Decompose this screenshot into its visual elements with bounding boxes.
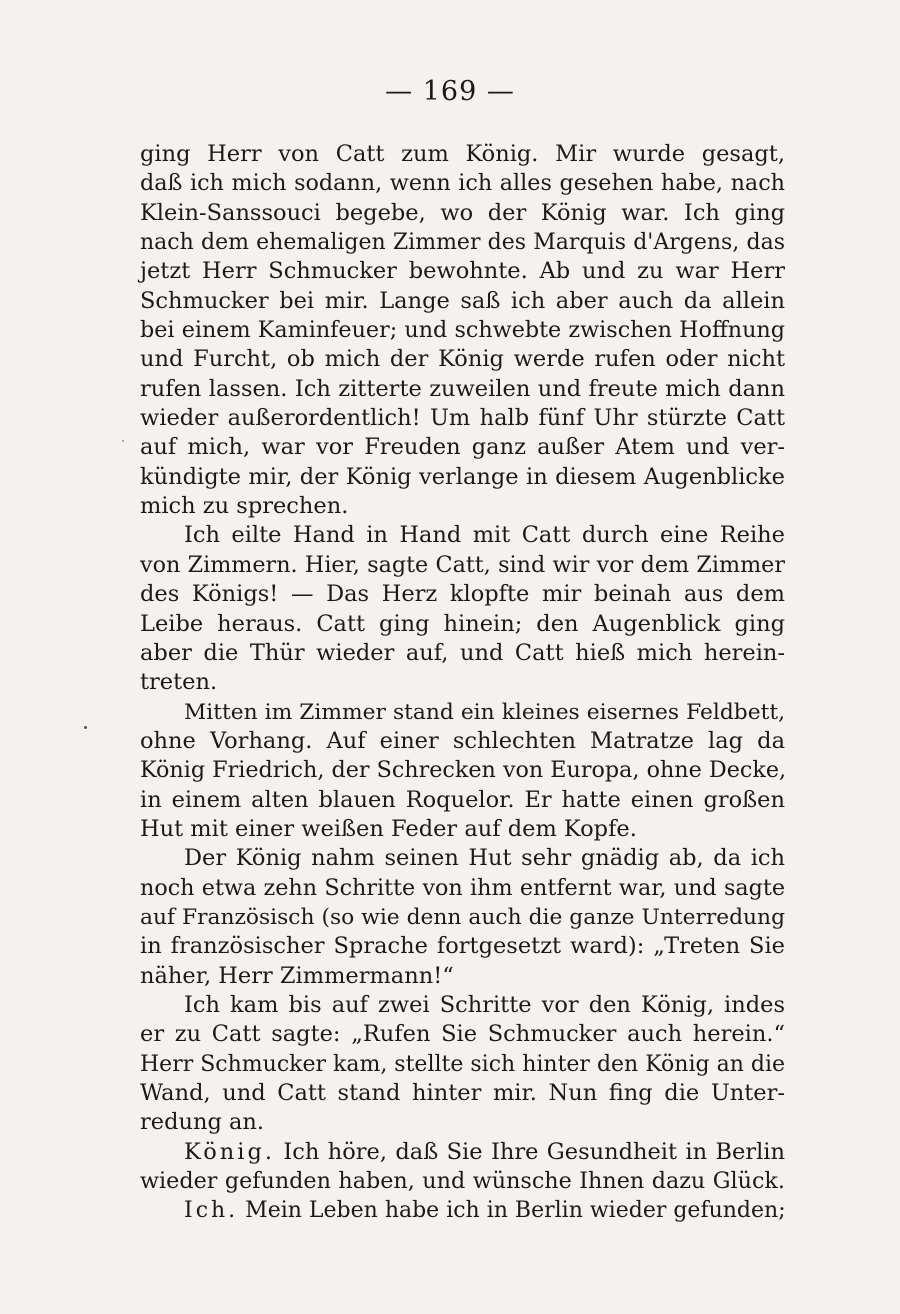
text-line: des Königs! — Das Herz klopfte mir beinah aus dem xyxy=(140,581,785,608)
text-line: aber die Thür wieder auf, und Catt hieß mich herein- xyxy=(140,639,785,666)
text-line: rufen lassen. Ich zitterte zuweilen und freute mich dann xyxy=(140,375,785,402)
text-line: Ich eilte Hand in Hand mit Catt durch eine Reihe xyxy=(184,522,785,549)
dialogue-line xyxy=(140,1138,785,1167)
body-text xyxy=(140,140,785,1226)
speaker-label: Ich. xyxy=(184,1198,239,1224)
text-line: von Zimmern. Hier, sagte Catt, sind wir vor dem Zimmer xyxy=(140,551,785,578)
text-line: bei einem Kaminfeuer; und schwebte zwischen Hoffnung xyxy=(140,317,785,344)
text-line: in französischer Sprache fortgesetzt ward): „Treten Sie xyxy=(140,933,785,960)
text-line: kündigte mir, der König verlange in diesem Augenblicke xyxy=(140,463,785,490)
text-line: ohne Vorhang. Auf einer schlechten Matratze lag da xyxy=(140,727,785,754)
text-line: jetzt Herr Schmucker bewohnte. Ab und zu war Herr xyxy=(140,258,785,285)
dialogue-text: Ich höre, daß Sie Ihre Gesundheit in Berlin xyxy=(275,1138,785,1165)
text-line: daß ich mich sodann, wenn ich alles gesehen habe, nach xyxy=(140,170,785,197)
text-line: auf Französisch (so wie denn auch die ganze Unterredung xyxy=(140,904,785,930)
text-line: Klein-Sanssouci begebe, wo der König war. Ich ging xyxy=(140,199,785,226)
dialogue-line xyxy=(140,1196,785,1225)
dialogue-text: Mein Leben habe ich in Berlin wieder gefunden; xyxy=(238,1198,786,1224)
text-line: auf mich, war vor Freuden ganz außer Atem und ver- xyxy=(140,434,785,461)
text-line: Schmucker bei mir. Lange saß ich aber auch da allein xyxy=(140,287,785,314)
text-line: wieder außerordentlich! Um halb fünf Uhr stürzte Catt xyxy=(140,405,785,432)
paper-speck xyxy=(122,440,124,442)
text-line: mich zu sprechen. xyxy=(140,493,349,520)
text-line: und Furcht, ob mich der König werde rufen oder nicht xyxy=(140,346,785,373)
text-line: Wand, und Catt stand hinter mir. Nun fing die Unter- xyxy=(140,1080,785,1106)
text-line: Herr Schmucker kam, stellte sich hinter den König an die xyxy=(140,1051,785,1077)
text-line: König Friedrich, der Schrecken von Europa, ohne Decke, xyxy=(140,757,787,784)
text-line: nach dem ehemaligen Zimmer des Marquis d'Argens, das xyxy=(140,230,785,256)
text-line: er zu Catt sagte: „Rufen Sie Schmucker auch herein.“ xyxy=(140,1021,785,1048)
text-line: in einem alten blauen Roquelor. Er hatte einen großen xyxy=(140,786,785,813)
text-line: wieder gefunden haben, und wünsche Ihnen dazu Glück. xyxy=(140,1168,785,1195)
text-line: ging Herr von Catt zum König. Mir wurde gesagt, xyxy=(140,141,785,167)
text-line: redung an. xyxy=(140,1109,265,1136)
text-line: Der König nahm seinen Hut sehr gnädig ab, da ich xyxy=(184,845,785,872)
text-line: näher, Herr Zimmermann!“ xyxy=(140,962,454,989)
paper-speck xyxy=(84,726,87,729)
text-line: treten. xyxy=(140,669,218,696)
page-number: — 169 — xyxy=(385,76,515,107)
text-line: Mitten im Zimmer stand ein kleines eisernes Feldbett, xyxy=(184,699,785,725)
text-line: Leibe heraus. Catt ging hinein; den Augenblick ging xyxy=(140,610,785,637)
text-line: Hut mit einer weißen Feder auf dem Kopfe. xyxy=(140,815,637,842)
text-line: Ich kam bis auf zwei Schritte vor den König, indes xyxy=(184,991,785,1018)
speaker-label: König. xyxy=(184,1138,275,1165)
text-line: noch etwa zehn Schritte von ihm entfernt war, und sagte xyxy=(140,874,785,901)
